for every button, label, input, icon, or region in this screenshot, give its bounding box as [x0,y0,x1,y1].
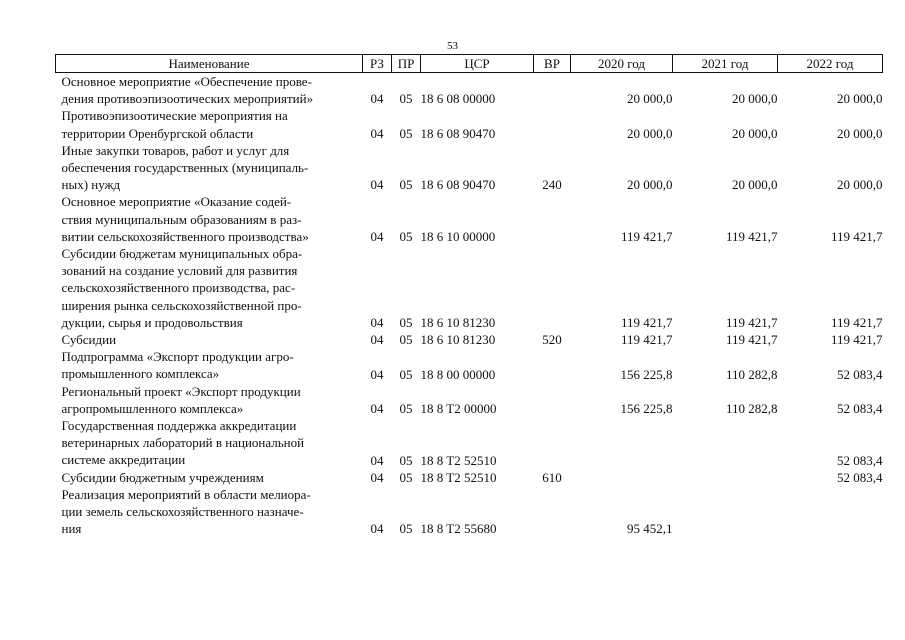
row-rz: 04 [370,366,384,382]
row-2021: 110 282,8 [725,401,778,417]
row-pr: 05 [399,91,413,107]
row-vr [534,383,571,417]
row-vr [534,107,571,141]
table-row [56,331,883,348]
row-name [56,107,363,141]
table-row [56,469,883,486]
header-name: Наименование [56,55,363,73]
row-csr: 18 6 10 81230 [420,332,496,348]
table-row [56,348,883,382]
row-2020: 156 225,8 [620,401,673,417]
row-name [56,193,363,245]
row-name-line: территории Оренбургской области [61,125,254,141]
row-name [56,383,363,417]
header-2022: 2022 год [778,55,883,73]
row-name-line: Основное мероприятие «Оказание содей- [61,194,292,210]
row-pr: 05 [399,366,413,382]
row-2021 [673,469,778,486]
row-2020 [571,469,673,486]
row-2020 [571,417,673,469]
row-name-line: Иные закупки товаров, работ и услуг для [61,142,290,158]
row-rz: 04 [370,469,384,485]
row-2022: 119 421,7 [830,229,883,245]
row-pr: 05 [399,177,413,193]
row-name [56,348,363,382]
row-pr: 05 [399,452,413,468]
row-csr: 18 6 08 90470 [420,125,496,141]
row-vr [534,245,571,331]
header-2021: 2021 год [673,55,778,73]
row-2021: 20 000,0 [732,125,778,141]
row-2021: 119 421,7 [725,229,778,245]
row-vr [534,73,571,108]
row-name-line: дения противоэпизоотических мероприятий» [61,91,314,107]
row-name [56,417,363,469]
row-name-line: Субсидии бюджетам муниципальных обра- [61,246,303,262]
row-2022: 20 000,0 [837,125,883,141]
row-name-line: системе аккредитации [61,452,186,468]
table-row [56,383,883,417]
row-vr [534,486,571,538]
header-2020: 2020 год [571,55,673,73]
row-2020: 156 225,8 [620,366,673,382]
row-csr: 18 6 10 00000 [420,229,496,245]
row-name [56,142,363,194]
budget-table [55,54,883,537]
row-2022: 119 421,7 [830,315,883,331]
row-2020: 20 000,0 [627,91,673,107]
row-vr: 240 [542,177,562,193]
row-rz: 04 [370,401,384,417]
row-name-line: промышленного комплекса» [61,366,220,382]
table-row [56,486,883,538]
row-name-line: витии сельскохозяйственного производства» [61,228,309,244]
row-vr: 520 [542,332,562,348]
row-csr: 18 8 T2 00000 [420,401,497,417]
row-name [56,469,363,486]
row-name-line: Противоэпизоотические мероприятия на [61,108,288,124]
row-2022: 52 083,4 [837,469,883,485]
row-name-line: Основное мероприятие «Обеспечение прове- [61,74,312,89]
row-2022: 52 083,4 [837,401,883,417]
table-header-row [56,55,883,73]
row-vr: 610 [542,469,562,485]
row-name-line: сельскохозяйственного производства, рас- [61,280,296,296]
row-vr [534,417,571,469]
row-pr: 05 [399,332,413,348]
row-name-line: ных) нужд [61,177,121,193]
row-pr: 05 [399,469,413,485]
row-name-line: ширения рынка сельскохозяйственной про- [61,297,302,313]
row-2020: 20 000,0 [627,125,673,141]
row-name-line: Субсидии бюджетным учреждениям [61,469,264,485]
row-vr [534,193,571,245]
row-rz: 04 [370,177,384,193]
row-2022: 119 421,7 [830,332,883,348]
row-name-line: Субсидии [61,332,117,348]
table-row [56,73,883,108]
row-csr: 18 6 08 00000 [420,91,496,107]
table-row [56,142,883,194]
row-name-line: зований на создание условий для развития [61,263,298,279]
row-name [56,73,363,108]
row-2021: 20 000,0 [732,91,778,107]
row-2020: 119 421,7 [620,229,673,245]
header-pr: ПР [392,55,421,73]
row-vr [534,348,571,382]
row-name-line: Государственная поддержка аккредитации [61,418,297,434]
row-rz: 04 [370,521,384,537]
row-pr: 05 [399,315,413,331]
row-2020: 119 421,7 [620,332,673,348]
row-name-line: Региональный проект «Экспорт продукции [61,383,301,399]
page-number: 53 [447,40,458,52]
row-rz: 04 [370,91,384,107]
row-name-line: ветеринарных лабораторий в национальной [61,435,305,451]
row-2022: 52 083,4 [837,452,883,468]
table-body [56,73,883,538]
row-csr: 18 8 T2 52510 [420,469,497,485]
row-2022: 52 083,4 [837,366,883,382]
header-csr: ЦСР [421,55,534,73]
row-rz: 04 [370,125,384,141]
row-name [56,245,363,331]
row-2021: 110 282,8 [725,366,778,382]
row-pr: 05 [399,521,413,537]
row-2020: 20 000,0 [627,177,673,193]
row-pr: 05 [399,401,413,417]
header-rz: РЗ [363,55,392,73]
row-csr: 18 6 10 81230 [420,315,496,331]
row-name-line: ствия муниципальным образованиям в раз- [61,211,302,227]
row-name-line: дукции, сырья и продовольствия [61,314,243,330]
row-2021 [673,486,778,538]
header-vr: ВР [534,55,571,73]
row-2021: 119 421,7 [725,332,778,348]
row-csr: 18 8 T2 52510 [420,452,497,468]
row-name-line: ния [61,521,82,537]
row-2020: 119 421,7 [620,315,673,331]
row-csr: 18 6 08 90470 [420,177,496,193]
table-row [56,107,883,141]
row-2022: 20 000,0 [837,91,883,107]
row-2021: 20 000,0 [732,177,778,193]
table-row [56,417,883,469]
row-rz: 04 [370,452,384,468]
row-name [56,331,363,348]
row-rz: 04 [370,332,384,348]
row-2022: 20 000,0 [837,177,883,193]
row-name-line: ции земель сельскохозяйственного назначе- [61,504,304,520]
row-2022 [778,486,883,538]
row-name-line: Подпрограмма «Экспорт продукции агро- [61,349,294,365]
row-name-line: обеспечения государственных (муниципаль- [61,160,309,176]
row-name-line: Реализация мероприятий в области мелиора- [61,486,311,502]
row-pr: 05 [399,125,413,141]
table-row [56,193,883,245]
row-rz: 04 [370,229,384,245]
row-name [56,486,363,538]
row-pr: 05 [399,229,413,245]
row-2021: 119 421,7 [725,315,778,331]
row-2021 [673,417,778,469]
row-rz: 04 [370,315,384,331]
row-name-line: агропромышленного комплекса» [61,400,244,416]
table-row [56,245,883,331]
row-csr: 18 8 T2 55680 [420,521,497,537]
row-csr: 18 8 00 00000 [420,366,496,382]
row-2020: 95 452,1 [627,521,673,537]
